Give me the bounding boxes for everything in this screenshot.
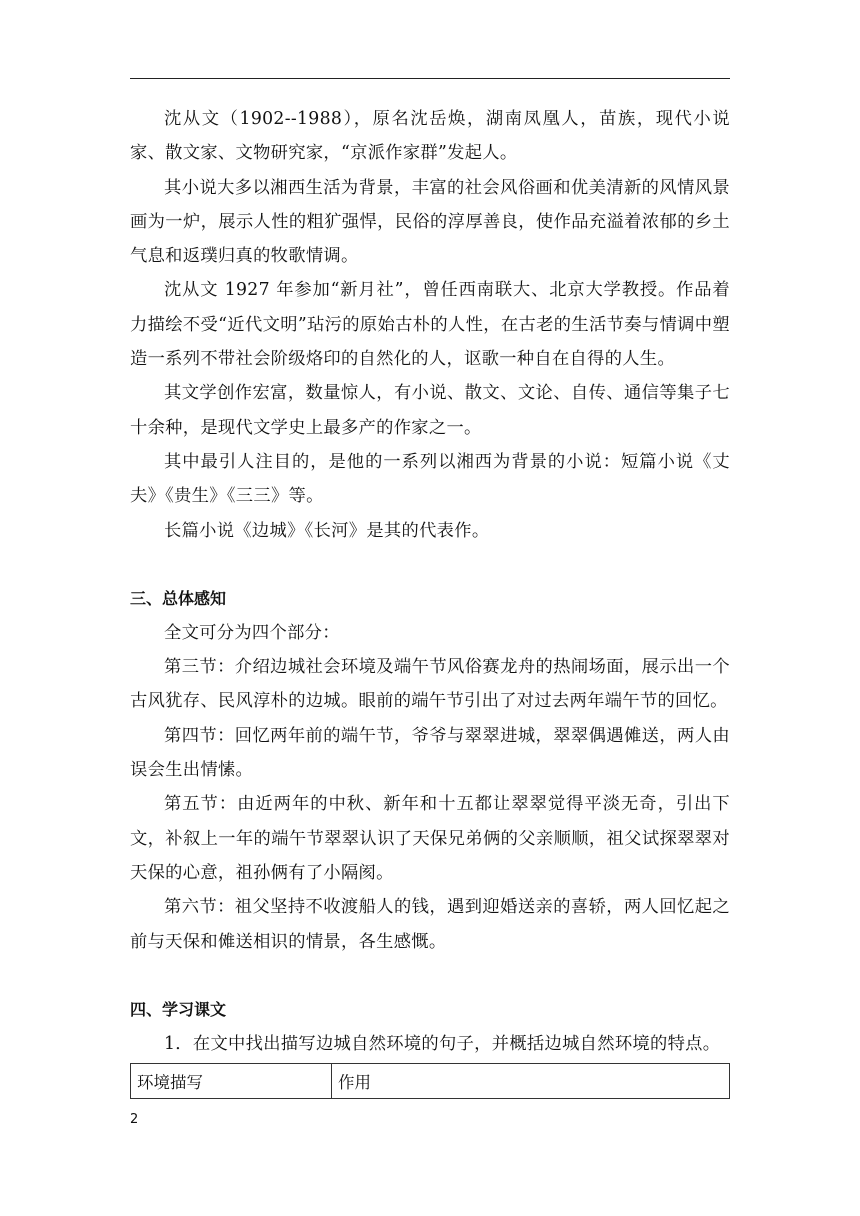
page-number: 2 xyxy=(130,1112,139,1127)
spacer xyxy=(130,548,730,582)
intro-paragraph-6: 长篇小说《边城》《长河》是其的代表作。 xyxy=(164,520,490,541)
intro-paragraph-3: 沈从文 1927 年参加“新月社”，曾任西南联大、北京大学教授。作品着力描绘不受“近代文明”玷污的原始古朴的人性，在古老的生活节奏与情调中塑造一系列不带社会阶级烙印的自然化的人，讴歌一种自在自得的人生。 xyxy=(130,280,730,370)
environment-table xyxy=(130,1063,730,1099)
overview-paragraph-2: 第三节：介绍边城社会环境及端午节风俗赛龙舟的热闹场面，展示出一个古风犹存、民风淳朴的边城。眼前的端午节引出了对过去两年端午节的回忆。 xyxy=(130,657,730,712)
overview-paragraph-3: 第四节：回忆两年前的端午节，爷爷与翠翠进城，翠翠偶遇傩送，两人由误会生出情愫。 xyxy=(130,725,730,781)
document-body xyxy=(130,102,730,1099)
intro-paragraph-2: 其小说大多以湘西生活为背景，丰富的社会风俗画和优美清新的风情风景画为一炉，展示人性的粗犷强悍，民俗的淳厚善良，使作品充溢着浓郁的乡土气息和返璞归真的牧歌情调。 xyxy=(130,177,730,267)
study-question: 1．在文中找出描写边城自然环境的句子，并概括边城自然环境的特点。 xyxy=(164,1033,721,1054)
section-heading-overview: 三、总体感知 xyxy=(130,588,227,608)
intro-paragraph-4: 其文学创作宏富，数量惊人，有小说、散文、文论、自传、通信等集子七十余种，是现代文学史上最多产的作家之一。 xyxy=(130,383,730,438)
overview-paragraph-1: 全文可分为四个部分： xyxy=(164,622,340,643)
header-rule xyxy=(130,78,730,79)
overview-paragraph-4: 第五节：由近两年的中秋、新年和十五都让翠翠觉得平淡无奇，引出下文，补叙上一年的端午节翠翠认识了天保兄弟俩的父亲顺顺，祖父试探翠翠对天保的心意，祖孙俩有了小隔阂。 xyxy=(130,794,730,883)
table-header-cell: 作用 xyxy=(332,1064,730,1099)
overview-paragraph-5: 第六节：祖父坚持不收渡船人的钱，遇到迎婚送亲的喜轿，两人回忆起之前与天保和傩送相识的情景，各生感慨。 xyxy=(130,897,730,952)
intro-paragraph-5: 其中最引人注目的，是他的一系列以湘西为背景的小说：短篇小说《丈夫》《贵生》《三三》等。 xyxy=(130,451,730,507)
table-header-cell: 环境描写 xyxy=(131,1064,332,1099)
section-heading-study: 四、学习课文 xyxy=(130,999,227,1019)
intro-paragraph-1: 沈从文（1902--1988），原名沈岳焕，湖南凤凰人，苗族，现代小说家、散文家、文物研究家，“京派作家群”发起人。 xyxy=(130,109,730,164)
spacer xyxy=(130,959,730,993)
table-header-row xyxy=(131,1064,730,1099)
